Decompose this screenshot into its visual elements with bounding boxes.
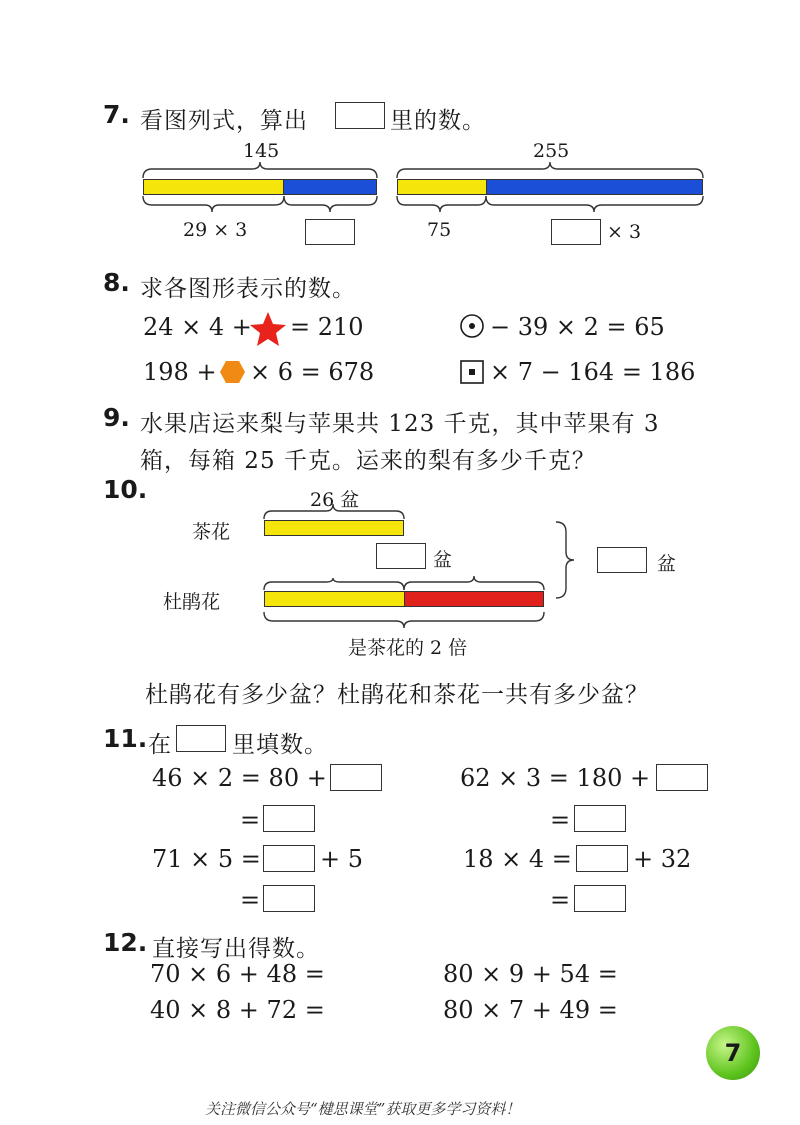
answer-box-b1-result[interactable] [574,805,626,832]
eq-a2-right: + 5 [320,845,364,873]
eq-a1: 46 × 2 = 80 + [152,764,327,792]
equals-sign: = [240,806,261,834]
footer-note: 关注微信公众号“楗思课堂”获取更多学习资料！ [205,1100,521,1118]
top-label: 26 盆 [310,489,360,511]
question-number: 9. [103,403,130,432]
middle-answer-box[interactable] [376,543,426,569]
middle-unit: 盆 [433,549,453,571]
question-text: 求各图形表示的数。 [140,276,356,302]
question-text: 在 [148,732,172,758]
question-text-tail: 里的数。 [390,108,486,134]
eq3-right: × 6 = 678 [250,358,375,386]
page-number-badge [706,1026,760,1080]
answer-box-a1[interactable] [330,764,382,791]
eq3-left: 198 + [143,358,217,386]
question-number: 10. [103,475,148,504]
eq1-left: 24 × 4 + [143,313,252,341]
row1-label: 茶花 [192,521,231,543]
question-text: 直接写出得数。 [152,936,320,962]
eq-b2-right: + 32 [633,845,692,873]
eq-a2-left: 71 × 5 = [152,845,261,873]
answer-box-b2[interactable] [576,845,628,872]
right-unit: 盆 [657,553,677,575]
calc-item: 40 × 8 + 72 = [150,996,325,1024]
page-number: 7 [724,1039,742,1067]
eq1-right: = 210 [290,313,364,341]
answer-box-a2[interactable] [263,845,315,872]
answer-box-a1-result[interactable] [263,805,315,832]
answer-box[interactable] [176,725,226,752]
azalea-red-bar [404,591,544,607]
question-number: 12. [103,928,148,957]
eq-b1: 62 × 3 = 180 + [460,764,651,792]
left-part-label: 29 × 3 [183,219,248,241]
bottom-label: 是茶花的 2 倍 [348,637,468,659]
left-total-label: 145 [243,140,280,162]
right-times-label: × 3 [607,221,642,243]
calc-item: 80 × 7 + 49 = [443,996,618,1024]
question-text: 看图列式，算出 [140,108,308,134]
equals-sign: = [550,806,571,834]
question-number: 8. [103,268,130,297]
question-number: 7. [103,100,130,129]
row2-label: 杜鹃花 [163,591,221,613]
right-total-label: 255 [533,140,570,162]
answer-box-b1[interactable] [656,764,708,791]
answer-box-a2-result[interactable] [263,885,315,912]
calc-item: 80 × 9 + 54 = [443,960,618,988]
azalea-yellow-bar [264,591,405,607]
question-line-1: 水果店运来梨与苹果共 123 千克，其中苹果有 3 [140,411,660,437]
answer-box-b2-result[interactable] [574,885,626,912]
right-part-label: 75 [427,219,452,241]
question-text-tail: 里填数。 [232,732,328,758]
calc-item: 70 × 6 + 48 = [150,960,325,988]
equals-sign: = [550,886,571,914]
eq-b2-left: 18 × 4 = [463,845,572,873]
question-number: 11. [103,724,148,753]
eq4-right: × 7 − 164 = 186 [490,358,696,386]
equals-sign: = [240,886,261,914]
camellia-bar [264,520,404,536]
question-text: 杜鹃花有多少盆？杜鹃花和茶花一共有多少盆？ [145,682,649,708]
right-answer-box[interactable] [597,547,647,573]
eq2-right: − 39 × 2 = 65 [490,313,665,341]
question-line-2: 箱，每箱 25 千克。运来的梨有多少千克？ [140,448,596,474]
